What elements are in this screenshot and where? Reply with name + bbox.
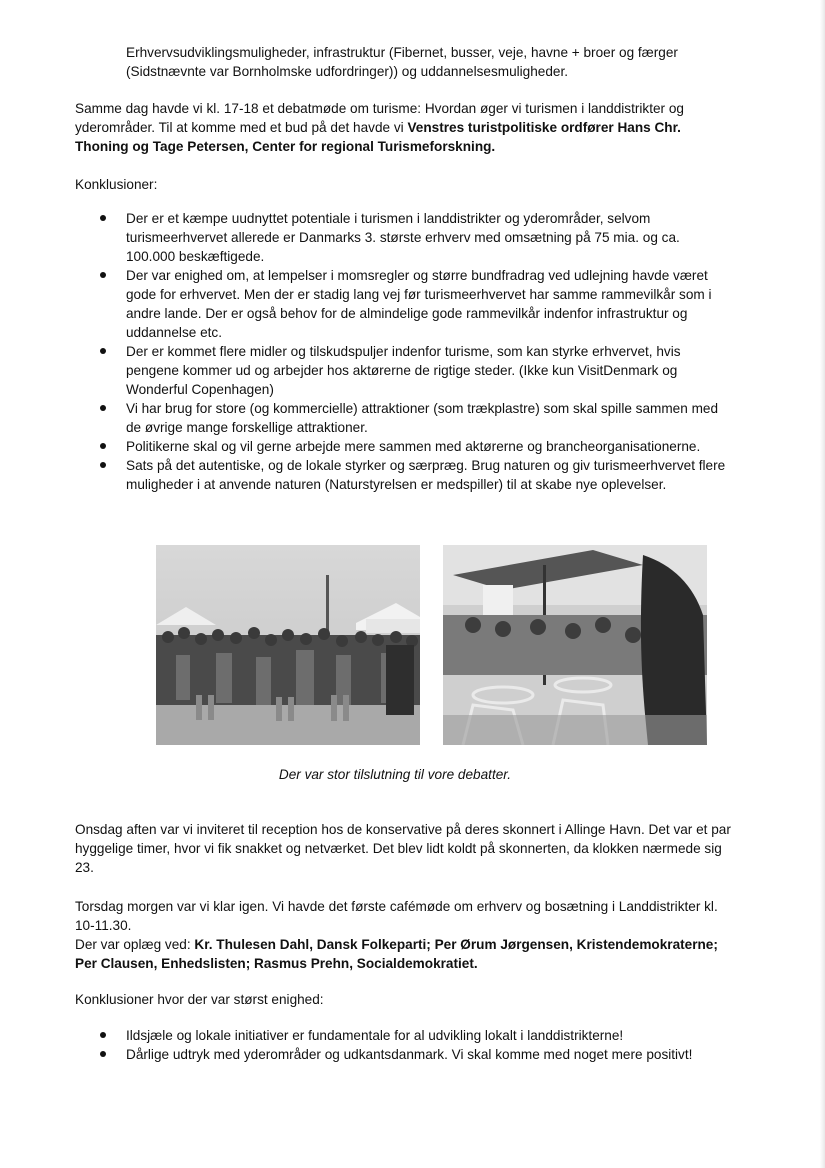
bullet-icon bbox=[100, 462, 106, 468]
thursday-intro: Torsdag morgen var vi klar igen. Vi havde det første cafémøde om erhverv og bosætning i Landdistrikter kl. 10-11.30. bbox=[75, 899, 718, 933]
bullet-icon bbox=[100, 1051, 106, 1057]
list-item bbox=[100, 1026, 730, 1045]
bullet-icon bbox=[100, 443, 106, 449]
debate-crowd-photo bbox=[156, 545, 420, 745]
list-item-text: Ildsjæle og lokale initiativer er fundamentale for al udvikling lokalt i landdistrikterne! bbox=[126, 1028, 624, 1043]
photo-caption: Der var stor tilslutning til vore debatter. bbox=[278, 767, 512, 782]
list-item bbox=[100, 437, 730, 456]
list-item-text: Vi har brug for store (og kommercielle) attraktioner (som trækplastre) som skal spille sammen med de øvrige mange forskellige attraktioner. bbox=[126, 401, 719, 435]
bullet-icon bbox=[100, 272, 106, 278]
list-item-text: Sats på det autentiske, og de lokale styrker og særpræg. Brug naturen og giv turismeerhvervet flere muligheder i at anvende naturen (Naturstyrelsen er medspiller) til at skabe nye oplevelser. bbox=[126, 458, 726, 492]
agreement-list bbox=[100, 1026, 730, 1064]
list-item-text: Dårlige udtryk med yderområder og udkantsdanmark. Vi skal komme med noget mere positivt! bbox=[126, 1047, 693, 1062]
list-item-text: Der er et kæmpe uudnyttet potentiale i turismen i landdistrikter og yderområder, selvom turismeerhvervet allerede er Danmarks 3. største erhverv med omsætning på 75 mia. og ca. 100.000 beskæftigede. bbox=[126, 211, 680, 264]
tourism-text: Samme dag havde vi kl. 17-18 et debatmøde om turisme: Hvordan øger vi turismen i landdistrikter og yderområder. Til at komme med et bud på det havde vi bbox=[75, 101, 684, 135]
list-item bbox=[100, 209, 730, 266]
tourism-paragraph bbox=[75, 99, 735, 156]
conclusions-heading: Konklusioner: bbox=[75, 177, 158, 192]
speakers-label: Der var oplæg ved: bbox=[75, 937, 195, 952]
conclusions-list bbox=[100, 209, 730, 494]
intro-fragment: Erhvervsudviklingsmuligheder, infrastruktur (Fibernet, busser, veje, havne + broer og færger (Sidstnævnte var Bornholmske udfordringer)) og uddannelsesmuligheder. bbox=[126, 45, 678, 79]
agreement-heading: Konklusioner hvor der var størst enighed: bbox=[75, 992, 324, 1007]
bullet-icon bbox=[100, 1032, 106, 1038]
list-item bbox=[100, 1045, 730, 1064]
tourism-speakers: Venstres turistpolitiske ordfører Hans Chr. Thoning og Tage Petersen, Center for regional Turismeforskning. bbox=[75, 120, 681, 154]
bullet-icon bbox=[100, 405, 106, 411]
speakers-names: Kr. Thulesen Dahl, Dansk Folkeparti; Per Ørum Jørgensen, Kristendemokraterne; Per Clausen, Enhedslisten; Rasmus Prehn, Socialdemokratiet. bbox=[75, 937, 718, 971]
scan-edge bbox=[820, 0, 825, 1168]
list-item-text: Der er kommet flere midler og tilskudspuljer indenfor turisme, som kan styrke erhvervet, hvis pengene kommer ud og arbejder hos aktørerne de rigtige steder. (Ikke kun VisitDenmark og Wonderful Copenhagen) bbox=[126, 344, 681, 397]
list-item bbox=[100, 399, 730, 437]
cafe-meeting-photo bbox=[443, 545, 707, 745]
bullet-icon bbox=[100, 348, 106, 354]
list-item-text: Der var enighed om, at lempelser i momsregler og større bundfradrag ved udlejning havde været gode for erhvervet. Men der er stadig lang vej før turismeerhvervet har samme rammevilkår som i andre lande. Der er også behov for de almindelige gode rammevilkår indenfor infrastruktur og uddannelse etc. bbox=[126, 268, 712, 340]
thursday-speakers bbox=[75, 935, 735, 973]
wednesday-paragraph: Onsdag aften var vi inviteret til reception hos de konservative på deres skonnert i Allinge Havn. Det var et par hyggelige timer, hvor vi fik snakket og netværket. Det blev lidt koldt på skonnerten, da klokken nærmede sig 23. bbox=[75, 822, 731, 875]
list-item bbox=[100, 342, 730, 399]
list-item bbox=[100, 456, 730, 494]
list-item-text: Politikerne skal og vil gerne arbejde mere sammen med aktørerne og brancheorganisationerne. bbox=[126, 439, 701, 454]
list-item bbox=[100, 266, 730, 342]
bullet-icon bbox=[100, 215, 106, 221]
